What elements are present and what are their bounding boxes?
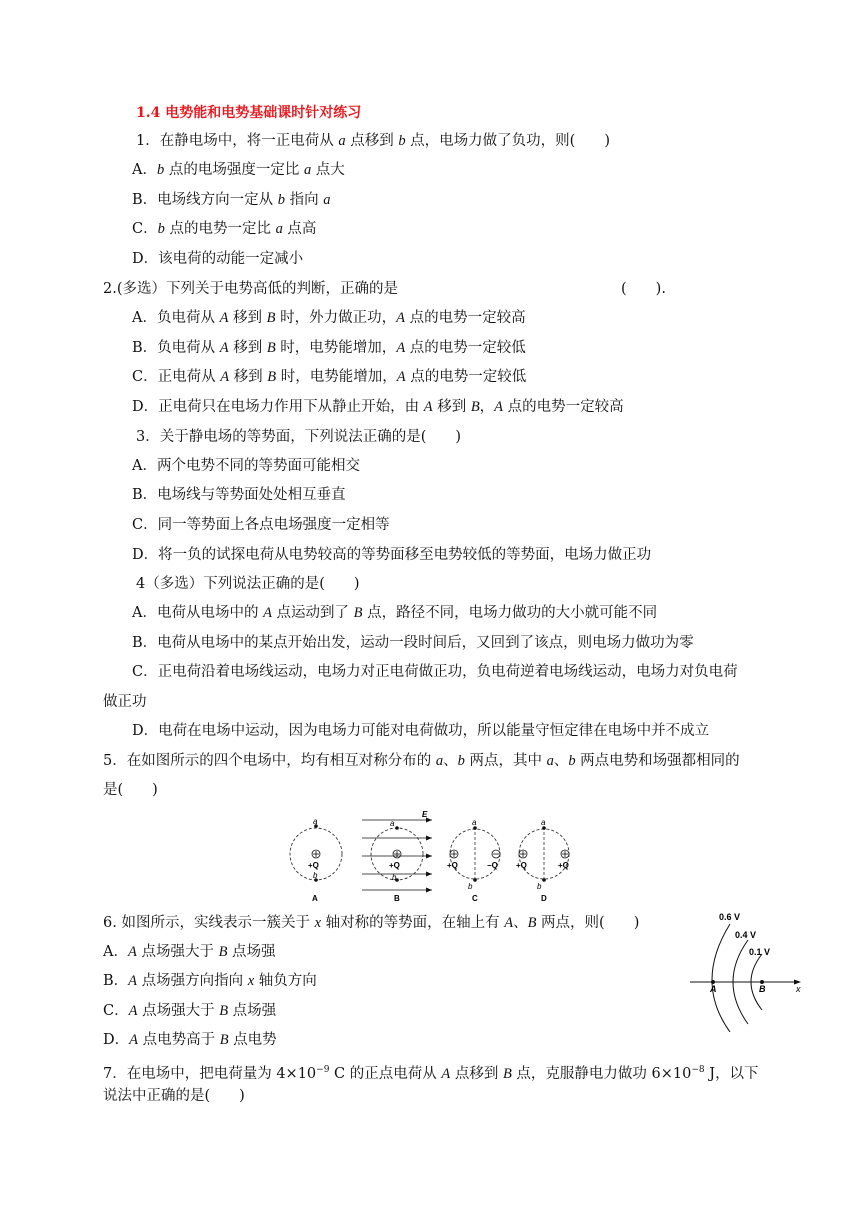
q6-option-d: D．A 点电势高于 B 点电势	[103, 1032, 277, 1048]
q6-point-b-label: B	[759, 984, 766, 994]
q5-panel-b	[362, 810, 432, 903]
q2-answer-bracket: ( ).	[621, 281, 666, 297]
q3-option-a: A．两个电势不同的等势面可能相交	[132, 458, 360, 474]
q4-option-c-continued: 做正功	[103, 694, 147, 710]
q4-option-c: C．正电荷沿着电场线运动，电场力对正电荷做正功，负电荷逆着电场线运动，电场力对负电荷	[132, 664, 738, 680]
q3-option-b: B．电场线与等势面处处相互垂直	[132, 487, 346, 503]
q5-charge-label: +Q	[447, 861, 458, 870]
q5-a-point-label: a	[472, 818, 477, 827]
q4-option-b: B．电荷从电场中的某点开始出发，运动一段时间后，又回到了该点，则电场力做功为零	[132, 635, 694, 651]
q2-stem: 2.(多选）下列关于电势高低的判断，正确的是	[103, 281, 398, 297]
q5-charge-label: +Q	[389, 861, 400, 870]
q6-point-a-label: A	[710, 984, 717, 994]
q6-option-b: B．A 点场强方向指向 x 轴负方向	[103, 973, 317, 989]
q1-option-c: C．b 点的电势一定比 a 点高	[132, 221, 317, 237]
q3-option-d: D．将一负的试探电荷从电势较高的等势面移至电势较低的等势面，电场力做正功	[132, 547, 652, 563]
q5-charge-label-right: +Q	[558, 861, 569, 870]
q5-b-point-label: b	[537, 882, 542, 891]
q5-field-e-label: E	[422, 810, 428, 819]
q5-field-diagrams	[282, 810, 582, 906]
q1-stem: 1．在静电场中，将一正电荷从 a 点移到 b 点，电场力做了负功，则( )	[136, 133, 610, 149]
page-title: 1.4 电势能和电势基础课时针对练习	[136, 105, 362, 121]
q5-charge-label: +Q	[308, 861, 319, 870]
q3-option-c: C．同一等势面上各点电场强度一定相等	[132, 517, 390, 533]
q1-option-d: D．该电荷的动能一定减小	[132, 251, 304, 267]
q1-option-b: B．电场线方向一定从 b 指向 a	[132, 192, 331, 208]
q1-option-a: A．b 点的电场强度一定比 a 点大	[132, 162, 345, 178]
q5-a-point-label: a	[541, 818, 546, 827]
q5-negative-charge-label: −Q	[487, 861, 498, 870]
q6-equipotential-diagram	[686, 908, 806, 1032]
q5-a-point-label: a	[390, 819, 395, 828]
q5-b-point-label: b	[313, 871, 318, 880]
q5-panel-a	[290, 817, 342, 903]
q2-option-c: C．正电荷从 A 移到 B 时，电势能增加，A 点的电势一定较低	[132, 369, 527, 385]
q5-panel-c	[447, 818, 500, 903]
q5-stem: 5．在如图所示的四个电场中，均有相互对称分布的 a、b 两点，其中 a、b 两点电势和场强都相同的	[103, 753, 740, 769]
q4-option-d: D．电荷在电场中运动，因为电场力可能对电荷做功，所以能量守恒定律在电场中并不成立	[132, 723, 710, 739]
q5-panel-label-d: D	[541, 894, 547, 903]
q6-potential-label-0-4: 0.4 V	[735, 930, 757, 940]
q4-option-a: A．电荷从电场中的 A 点运动到了 B 点，路径不同，电场力做功的大小就可能不同	[132, 605, 658, 621]
q5-charge-label: +Q	[516, 861, 527, 870]
q6-option-a: A．A 点场强大于 B 点场强	[103, 944, 276, 960]
q5-b-point-label: b	[468, 882, 473, 891]
q5-panel-label-c: C	[472, 894, 478, 903]
q2-option-b: B．负电荷从 A 移到 B 时，电势能增加，A 点的电势一定较低	[132, 340, 526, 356]
q6-option-c: C．A 点场强大于 B 点场强	[103, 1003, 277, 1019]
q5-panel-label-b: B	[394, 894, 400, 903]
q6-potential-label-0-6: 0.6 V	[719, 912, 741, 922]
q5-panel-d	[516, 818, 569, 903]
q7-stem-continued: 说法中正确的是( )	[103, 1088, 245, 1104]
q5-panel-label-a: A	[312, 894, 318, 903]
q3-stem: 3．关于静电场的等势面，下列说法正确的是( )	[136, 429, 462, 445]
q2-option-d: D．正电荷只在电场力作用下从静止开始，由 A 移到 B，A 点的电势一定较高	[132, 399, 624, 415]
q6-x-axis-label: x	[796, 984, 801, 994]
q5-b-point-label: b	[392, 873, 397, 882]
q6-stem: 6. 如图所示，实线表示一簇关于 x 轴对称的等势面，在轴上有 A、B 两点，则( )	[103, 915, 640, 931]
q5-stem-continued: 是( )	[103, 782, 158, 798]
q6-potential-label-0-1: 0.1 V	[749, 947, 771, 957]
q7-stem: 7．在电场中，把电荷量为 $4\times 10^{-9}$ C 的正点电荷从 A 点移到 B 点，克服静电力做功 $6\times 10^{-8}$ J，以下	[103, 1065, 759, 1082]
q2-option-a: A．负电荷从 A 移到 B 时，外力做正功，A 点的电势一定较高	[132, 310, 526, 326]
q4-stem: 4（多选）下列说法正确的是( )	[136, 576, 360, 592]
q5-a-point-label: a	[313, 817, 318, 826]
